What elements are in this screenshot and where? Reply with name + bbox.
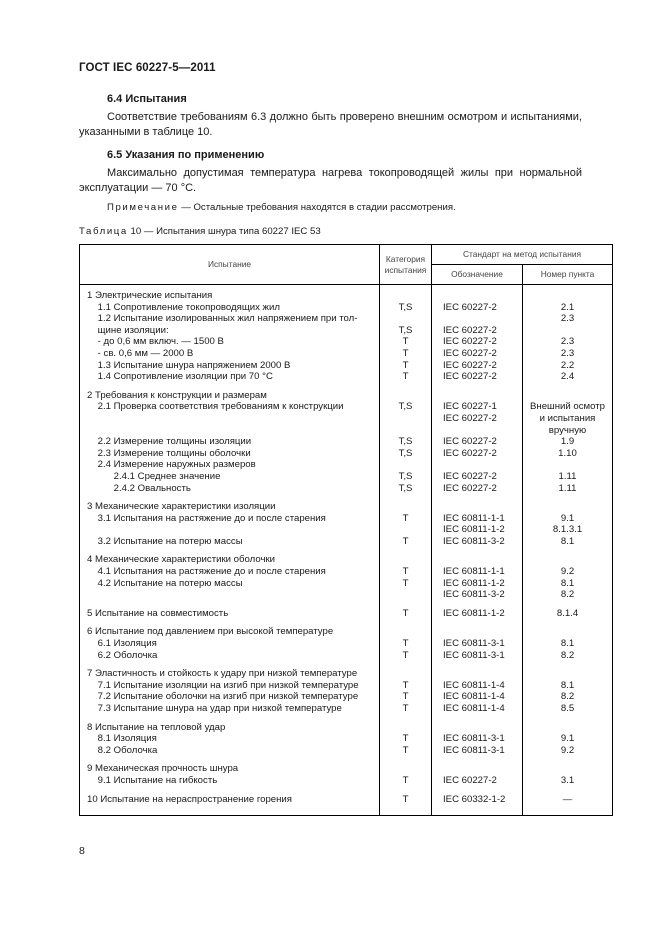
test-name bbox=[80, 589, 379, 601]
test-name: 7.2 Испытание оболочки на изгиб при низкой температуре bbox=[87, 691, 359, 703]
designation-cell bbox=[432, 554, 522, 566]
header-clause: Номер пункта bbox=[523, 265, 613, 285]
row-group bbox=[523, 756, 612, 786]
row-group bbox=[432, 756, 522, 786]
category-cell bbox=[380, 425, 431, 437]
section-heading-6-5: 6.5 Указания по применению bbox=[107, 149, 265, 161]
clause-cell: 1.11 bbox=[558, 482, 577, 494]
row-group bbox=[432, 601, 522, 620]
designation-cell: IEC 60227-2 bbox=[443, 470, 497, 482]
category-cell bbox=[380, 413, 431, 425]
row-group bbox=[380, 715, 431, 757]
category-cell: T bbox=[402, 638, 409, 650]
test-name: 7.1 Испытание изоляции на изгиб при низкой температуре bbox=[87, 679, 359, 691]
designation-cell bbox=[432, 425, 522, 437]
category-cell: T bbox=[402, 703, 409, 714]
designation-cell bbox=[432, 722, 522, 734]
test-name: 8.1 Изоляция bbox=[87, 733, 157, 745]
designation-cell: IEC 60227-2 bbox=[443, 324, 497, 336]
row-group bbox=[432, 787, 522, 806]
category-cell: T bbox=[402, 347, 409, 359]
note-label: Примечание bbox=[107, 202, 179, 213]
designation-cell: IEC 60811-1-4 bbox=[443, 679, 505, 691]
designation-cell: IEC 60811-3-1 bbox=[443, 649, 505, 661]
category-cell: T,S bbox=[398, 436, 413, 448]
test-name: 9 Механическая прочность шнура bbox=[87, 763, 239, 775]
designation-cell: IEC 60811-3-1 bbox=[443, 733, 505, 745]
note bbox=[107, 202, 456, 213]
clause-cell: 8.1 bbox=[560, 679, 575, 691]
test-name: - св. 0,6 мм — 2000 В bbox=[87, 347, 194, 359]
row-group bbox=[523, 619, 612, 661]
clause-cell bbox=[523, 459, 612, 471]
column-designation bbox=[432, 285, 523, 816]
row-group bbox=[80, 383, 379, 494]
test-name: 1.2 Испытание изолированных жил напряжением при тол- bbox=[87, 313, 358, 325]
tests-table bbox=[79, 244, 613, 816]
category-cell bbox=[380, 668, 431, 680]
test-name: 2.4.1 Среднее значение bbox=[87, 470, 221, 482]
designation-cell: IEC 60811-1-2 bbox=[443, 577, 505, 589]
row-group bbox=[80, 601, 379, 620]
test-name: 6 Испытание под давлением при высокой температуре bbox=[87, 626, 334, 638]
clause-cell: 1.10 bbox=[558, 447, 577, 459]
row-group bbox=[523, 715, 612, 757]
row-group bbox=[380, 619, 431, 661]
clause-cell bbox=[523, 290, 612, 302]
test-name: 1.3 Испытание шнура напряжением 2000 В bbox=[87, 359, 291, 371]
table-caption-label: Таблица bbox=[79, 226, 128, 237]
note-text: — Остальные требования находятся в стадии рассмотрения. bbox=[181, 202, 456, 213]
row-group bbox=[380, 547, 431, 600]
test-name: 3.1 Испытания на растяжение до и после старения bbox=[87, 512, 326, 524]
category-cell bbox=[380, 626, 431, 638]
designation-cell: IEC 60811-3-1 bbox=[443, 744, 505, 756]
test-name: 4 Механические характеристики оболочки bbox=[87, 554, 276, 566]
designation-cell: IEC 60811-1-4 bbox=[443, 703, 505, 714]
clause-cell: 8.1 bbox=[560, 577, 575, 589]
category-cell: T,S bbox=[398, 447, 413, 459]
category-cell: T bbox=[402, 774, 409, 786]
clause-cell: 8.5 bbox=[560, 703, 575, 714]
designation-cell: IEC 60227-2 bbox=[443, 412, 497, 424]
category-cell: T bbox=[402, 336, 409, 348]
row-group bbox=[380, 661, 431, 714]
category-cell: T bbox=[402, 607, 409, 619]
clause-cell bbox=[523, 763, 612, 775]
row-group bbox=[80, 715, 379, 757]
column-category bbox=[380, 285, 432, 816]
test-name: 2.4.2 Овальность bbox=[87, 482, 191, 494]
test-name: 6.1 Изоляция bbox=[87, 638, 157, 650]
test-name: 8 Испытание на тепловой удар bbox=[87, 721, 226, 733]
designation-cell bbox=[432, 501, 522, 513]
row-group bbox=[432, 383, 522, 494]
test-name: 1.1 Сопротивление токопроводящих жил bbox=[87, 301, 280, 313]
table-caption-text: 10 — Испытания шнура типа 60227 IEC 53 bbox=[130, 226, 321, 237]
designation-cell bbox=[432, 390, 522, 402]
clause-cell: вручную bbox=[548, 424, 587, 436]
test-name bbox=[80, 413, 379, 425]
designation-cell: IEC 60227-1 bbox=[443, 401, 497, 413]
row-group bbox=[380, 285, 431, 383]
clause-cell: 8.2 bbox=[560, 589, 575, 601]
row-group bbox=[80, 661, 379, 714]
designation-cell: IEC 60227-2 bbox=[443, 347, 497, 359]
designation-cell bbox=[432, 626, 522, 638]
row-group bbox=[432, 285, 522, 383]
test-name: 1.4 Сопротивление изоляции при 70 °C bbox=[87, 371, 273, 383]
row-group bbox=[380, 787, 431, 806]
designation-cell: IEC 60811-1-4 bbox=[443, 691, 505, 703]
category-cell: T,S bbox=[398, 470, 413, 482]
designation-cell bbox=[432, 459, 522, 471]
category-cell: T bbox=[402, 566, 409, 578]
clause-cell bbox=[523, 554, 612, 566]
category-cell: T,S bbox=[398, 482, 413, 494]
test-name: 5 Испытание на совместимость bbox=[87, 607, 229, 619]
clause-cell: и испытания bbox=[539, 412, 596, 424]
row-group bbox=[380, 601, 431, 620]
row-group bbox=[80, 619, 379, 661]
category-cell: T bbox=[402, 512, 409, 524]
category-cell bbox=[380, 524, 431, 536]
category-cell: T bbox=[402, 733, 409, 745]
category-cell bbox=[380, 554, 431, 566]
clause-cell: 3.1 bbox=[560, 774, 575, 786]
clause-cell: 2.4 bbox=[560, 371, 575, 383]
clause-cell: 8.1.4 bbox=[556, 607, 579, 619]
row-group bbox=[523, 787, 612, 806]
row-group bbox=[80, 547, 379, 600]
test-name: 10 Испытание на нераспространение горения bbox=[87, 793, 292, 805]
designation-cell: IEC 60227-2 bbox=[443, 336, 497, 348]
designation-cell: IEC 60811-3-2 bbox=[443, 535, 505, 547]
test-name: 3.2 Испытание на потерю массы bbox=[87, 535, 243, 547]
designation-cell: IEC 60227-2 bbox=[443, 447, 497, 459]
designation-cell: IEC 60332-1-2 bbox=[443, 793, 506, 805]
category-cell: T bbox=[402, 371, 409, 383]
clause-cell: 8.1.3.1 bbox=[552, 524, 583, 536]
category-cell bbox=[380, 763, 431, 775]
test-name: 3 Механические характеристики изоляции bbox=[87, 501, 276, 513]
test-name: 2.1 Проверка соответствия требованиям к конструкции bbox=[87, 401, 344, 413]
test-name: 8.2 Оболочка bbox=[87, 744, 158, 756]
category-cell: T bbox=[402, 793, 409, 805]
column-test bbox=[80, 285, 380, 816]
table-caption bbox=[79, 226, 321, 237]
row-group bbox=[432, 715, 522, 757]
clause-cell: 2.3 bbox=[560, 347, 575, 359]
clause-cell: 9.1 bbox=[560, 512, 575, 524]
clause-cell: 9.2 bbox=[560, 744, 575, 756]
clause-cell: 8.2 bbox=[560, 649, 575, 661]
category-cell: T bbox=[402, 744, 409, 756]
category-cell: T bbox=[402, 649, 409, 661]
clause-cell: 8.1 bbox=[560, 638, 575, 650]
category-cell bbox=[380, 290, 431, 302]
test-name: 7 Эластичность и стойкость к удару при низкой температуре bbox=[87, 668, 358, 680]
row-group bbox=[523, 383, 612, 494]
category-cell bbox=[380, 589, 431, 601]
row-group bbox=[523, 547, 612, 600]
test-name: 2.4 Измерение наружных размеров bbox=[87, 459, 256, 471]
section-text-6-5: Максимально допустимая температура нагрева токопроводящей жилы при нормальной эксплуатации — 70 °C. bbox=[79, 167, 582, 194]
row-group bbox=[380, 756, 431, 786]
section-heading-6-4: 6.4 Испытания bbox=[107, 93, 187, 105]
test-name: - до 0,6 мм включ. — 1500 В bbox=[87, 336, 224, 348]
test-name: 2.3 Измерение толщины оболочки bbox=[87, 447, 251, 459]
category-cell: T bbox=[402, 359, 409, 371]
designation-cell: IEC 60811-3-1 bbox=[443, 638, 505, 650]
row-group bbox=[432, 661, 522, 714]
designation-cell: IEC 60811-3-2 bbox=[443, 589, 505, 601]
category-cell: T bbox=[402, 691, 409, 703]
clause-cell: — bbox=[562, 793, 573, 805]
row-group bbox=[80, 787, 379, 806]
clause-cell: Внешний осмотр bbox=[530, 401, 605, 413]
designation-cell: IEC 60811-1-1 bbox=[443, 512, 505, 524]
row-group bbox=[432, 547, 522, 600]
row-group bbox=[523, 601, 612, 620]
row-group bbox=[523, 494, 612, 547]
category-cell bbox=[380, 722, 431, 734]
designation-cell: IEC 60227-2 bbox=[443, 774, 497, 786]
column-clause bbox=[523, 285, 613, 816]
clause-cell bbox=[523, 325, 612, 337]
row-group bbox=[523, 661, 612, 714]
test-name: 1 Электрические испытания bbox=[87, 290, 213, 301]
section-text-6-4: Соответствие требованиям 6.3 должно быть проверено внешним осмотром и испытаниями, указанными в таблице 10. bbox=[79, 111, 582, 138]
row-group bbox=[432, 619, 522, 661]
test-name: 4.1 Испытания на растяжение до и после старения bbox=[87, 566, 326, 578]
clause-cell bbox=[523, 722, 612, 734]
clause-cell: 9.1 bbox=[560, 733, 575, 745]
header-category: Категория испытания bbox=[380, 245, 432, 285]
clause-cell bbox=[523, 668, 612, 680]
document-header: ГОСТ IEC 60227-5—2011 bbox=[79, 62, 216, 74]
test-name: 4.2 Испытание на потерю массы bbox=[87, 577, 243, 589]
row-group bbox=[80, 494, 379, 547]
test-name: 9.1 Испытание на гибкость bbox=[87, 774, 218, 786]
designation-cell: IEC 60227-2 bbox=[443, 301, 497, 313]
row-group bbox=[80, 285, 379, 383]
clause-cell: 9.2 bbox=[560, 566, 575, 578]
category-cell: T,S bbox=[398, 301, 413, 313]
header-test: Испытание bbox=[80, 245, 380, 285]
category-cell: T,S bbox=[398, 324, 413, 336]
category-cell: T bbox=[402, 535, 409, 547]
clause-cell bbox=[523, 626, 612, 638]
designation-cell bbox=[432, 668, 522, 680]
clause-cell: 2.2 bbox=[560, 359, 575, 371]
table-body-row bbox=[80, 285, 613, 816]
header-designation: Обозначение bbox=[432, 265, 523, 285]
designation-cell bbox=[432, 313, 522, 325]
test-name: щине изоляции: bbox=[87, 324, 169, 336]
test-name: 2 Требования к конструкции и размерам bbox=[87, 389, 267, 401]
category-cell bbox=[380, 459, 431, 471]
category-cell: T bbox=[402, 577, 409, 589]
clause-cell: 1.11 bbox=[558, 470, 577, 482]
designation-cell: IEC 60811-1-2 bbox=[443, 607, 505, 619]
designation-cell bbox=[432, 763, 522, 775]
row-group bbox=[432, 494, 522, 547]
row-group bbox=[523, 285, 612, 383]
clause-cell: 2.1 bbox=[560, 301, 575, 313]
page-number: 8 bbox=[79, 845, 85, 857]
row-group bbox=[380, 383, 431, 494]
header-standard: Стандарт на метод испытания bbox=[432, 245, 613, 265]
clause-cell: 8.2 bbox=[560, 691, 575, 703]
designation-cell: IEC 60227-2 bbox=[443, 359, 497, 371]
clause-cell: 2.3 bbox=[560, 313, 575, 325]
row-group bbox=[80, 756, 379, 786]
designation-cell: IEC 60811-1-2 bbox=[443, 524, 505, 536]
designation-cell bbox=[432, 290, 522, 302]
designation-cell: IEC 60227-2 bbox=[443, 482, 497, 494]
designation-cell: IEC 60227-2 bbox=[443, 436, 497, 448]
category-cell bbox=[380, 501, 431, 513]
designation-cell: IEC 60227-2 bbox=[443, 371, 497, 383]
clause-cell: 1.9 bbox=[560, 436, 575, 448]
test-name: 7.3 Испытание шнура на удар при низкой температуре bbox=[87, 703, 342, 714]
clause-cell bbox=[523, 501, 612, 513]
test-name: 2.2 Измерение толщины изоляции bbox=[87, 436, 252, 448]
designation-cell: IEC 60811-1-1 bbox=[443, 566, 505, 578]
test-name: 6.2 Оболочка bbox=[87, 649, 158, 661]
category-cell bbox=[380, 313, 431, 325]
category-cell bbox=[380, 390, 431, 402]
clause-cell: 8.1 bbox=[560, 535, 575, 547]
category-cell: T bbox=[402, 679, 409, 691]
test-name bbox=[80, 425, 379, 437]
clause-cell bbox=[523, 390, 612, 402]
category-cell: T,S bbox=[398, 401, 413, 413]
test-name bbox=[80, 524, 379, 536]
clause-cell: 2.3 bbox=[560, 336, 575, 348]
row-group bbox=[380, 494, 431, 547]
